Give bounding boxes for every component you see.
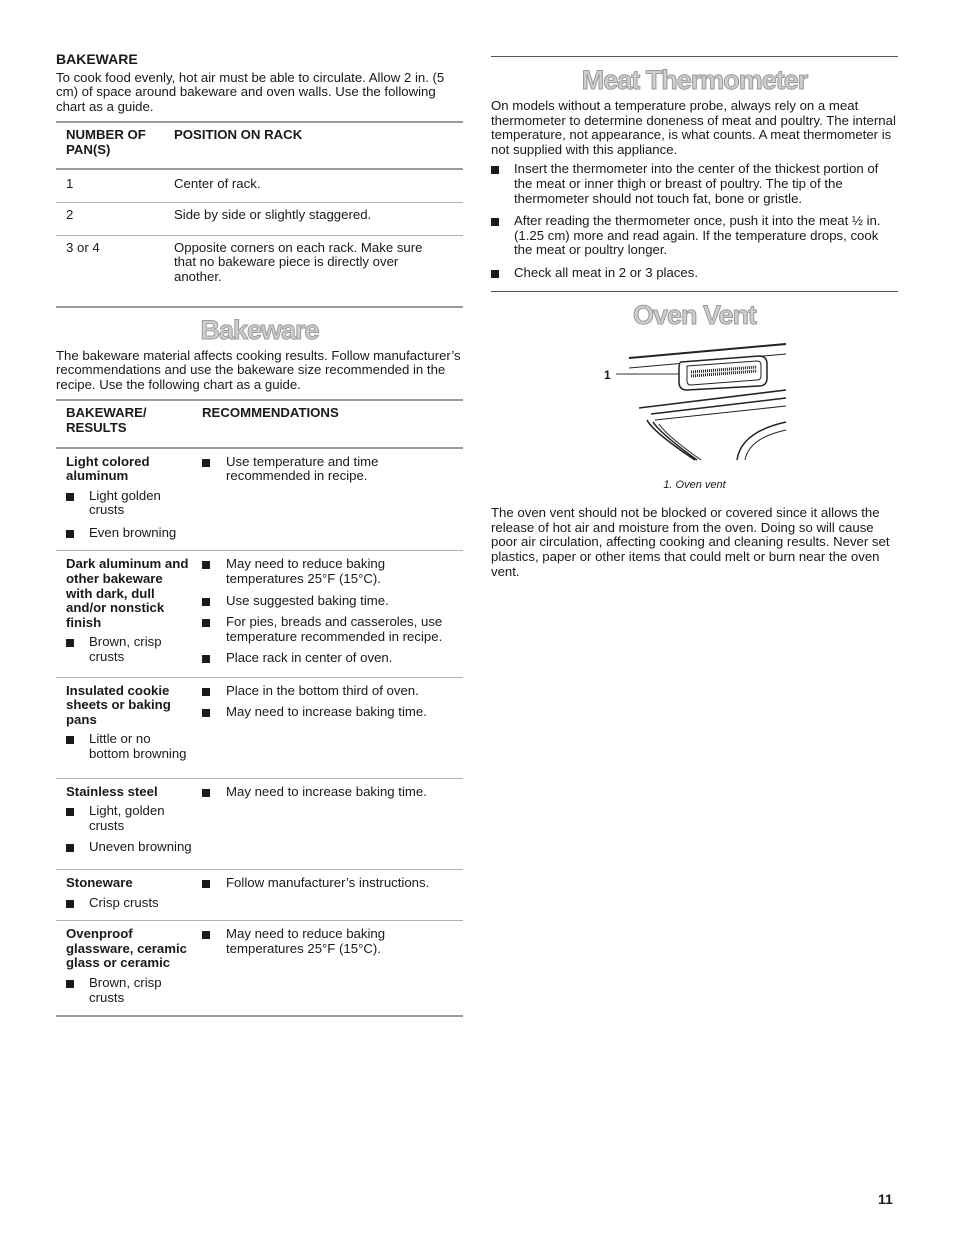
table-row	[56, 203, 463, 236]
list-item	[491, 214, 898, 258]
bakeware-material: Insulated cookie sheets or baking pans	[66, 682, 171, 727]
list-item	[202, 557, 463, 586]
list-item	[202, 455, 463, 484]
list-item	[66, 489, 192, 518]
pan-table-header-count: NUMBER OF PAN(S)	[66, 127, 146, 157]
thermometer-tip: Check all meat in 2 or 3 places.	[514, 264, 698, 280]
bullet-square-icon	[66, 844, 74, 852]
table-row	[56, 551, 463, 677]
left-column	[56, 52, 463, 1017]
list-item	[66, 804, 192, 833]
bakeware-recommendation: For pies, breads and casseroles, use temperature recommended in recipe.	[226, 614, 443, 644]
thermometer-tip: Insert the thermometer into the center of the thickest portion of the meat or inner thigh or breast of poultry. The tip of the thermometer should not touch fat, bone or gristle.	[514, 161, 879, 206]
bullet-square-icon	[202, 880, 210, 888]
bullet-square-icon	[66, 980, 74, 988]
table-row	[56, 870, 463, 921]
bakeware-result: Uneven browning	[89, 839, 192, 855]
table-row	[56, 236, 463, 306]
thermometer-tip: After reading the thermometer once, push it into the meat ½ in. (1.25 cm) more and read again. If the temperature drops, cook the meat or poultry longer.	[514, 213, 881, 258]
table-row	[56, 678, 463, 779]
bakeware-material: Stainless steel	[66, 783, 158, 799]
right-column	[491, 56, 898, 579]
list-item	[66, 526, 192, 541]
section-divider	[491, 291, 898, 292]
bullet-square-icon	[66, 493, 74, 501]
list-item	[202, 651, 463, 666]
bakeware-recommendation: Place rack in center of oven.	[226, 650, 393, 666]
bullet-square-icon	[202, 688, 210, 696]
list-item	[66, 635, 192, 664]
bakeware-space-heading: BAKEWARE	[56, 51, 138, 67]
pan-position: Opposite corners on each rack. Make sure that no bakeware piece is directly over another.	[174, 239, 423, 284]
bullet-square-icon	[202, 561, 210, 569]
pan-position: Side by side or slightly staggered.	[174, 207, 372, 223]
list-item	[202, 705, 463, 720]
pan-position: Center of rack.	[174, 175, 261, 191]
bullet-square-icon	[202, 789, 210, 797]
list-item	[66, 840, 192, 855]
bakeware-table-header-recommendations: RECOMMENDATIONS	[202, 405, 339, 421]
bakeware-intro: The bakeware material affects cooking results. Follow manufacturer’s recommendations and use the bakeware size recommended in the recipe. Use the following chart as a guide.	[56, 347, 461, 392]
list-item	[202, 785, 463, 800]
list-item	[491, 266, 898, 281]
bakeware-material: Light colored aluminum	[66, 453, 150, 484]
bullet-square-icon	[491, 270, 499, 278]
bakeware-table-header-material: BAKEWARE/ RESULTS	[66, 405, 147, 435]
pan-count: 3 or 4	[66, 239, 100, 255]
pan-table-header	[56, 123, 463, 169]
list-item	[66, 896, 192, 911]
meat-thermometer-title: Meat Thermometer	[581, 65, 808, 95]
oven-vent-body: The oven vent should not be blocked or covered since it allows the release of hot air and moisture from the oven. Doing so will cause poor air circulation, affecting cooking and cleaning results. Never set plastics, paper or other items that could melt or burn near the oven vent.	[491, 505, 890, 579]
callout-number: 1	[604, 367, 611, 382]
bullet-square-icon	[66, 639, 74, 647]
table-row	[56, 779, 463, 870]
bullet-square-icon	[202, 931, 210, 939]
table-row	[56, 170, 463, 204]
bakeware-material: Ovenproof glassware, ceramic glass or ceramic	[66, 926, 187, 971]
bakeware-result: Crisp crusts	[89, 894, 159, 910]
bullet-square-icon	[202, 655, 210, 663]
bullet-square-icon	[66, 736, 74, 744]
bakeware-table	[56, 399, 463, 1017]
oven-vent-caption: 1. Oven vent	[663, 478, 726, 491]
oven-vent-diagram	[491, 342, 898, 482]
bakeware-recommendation: Follow manufacturer’s instructions.	[226, 874, 430, 890]
list-item	[66, 732, 192, 761]
pan-count: 2	[66, 207, 74, 223]
bakeware-recommendation: May need to reduce baking temperatures 25°F (15°C).	[226, 926, 386, 956]
bakeware-result: Brown, crisp crusts	[89, 974, 162, 1005]
oven-vent-illustration	[491, 342, 898, 482]
bakeware-recommendation: Place in the bottom third of oven.	[226, 682, 419, 698]
list-item	[491, 162, 898, 206]
list-item	[202, 594, 463, 609]
list-item	[202, 876, 463, 891]
section-divider	[491, 56, 898, 57]
bullet-square-icon	[491, 218, 499, 226]
bakeware-recommendation: May need to increase baking time.	[226, 783, 427, 799]
table-row	[56, 449, 463, 552]
bakeware-result: Light, golden crusts	[89, 803, 165, 833]
bakeware-result: Light golden crusts	[89, 487, 161, 518]
pan-table-header-position: POSITION ON RACK	[174, 127, 303, 143]
page-number: 11	[878, 1191, 893, 1207]
list-item	[66, 976, 192, 1005]
bullet-square-icon	[491, 166, 499, 174]
bakeware-space-intro: To cook food evenly, hot air must be able to circulate. Allow 2 in. (5 cm) of space around bakeware and oven walls. Use the following chart as a guide.	[56, 69, 445, 114]
list-item	[202, 927, 463, 956]
bakeware-recommendation: May need to reduce baking temperatures 25°F (15°C).	[226, 556, 386, 587]
bakeware-title: Bakeware	[200, 314, 319, 345]
bakeware-recommendation: Use suggested baking time.	[226, 592, 389, 608]
bullet-square-icon	[66, 808, 74, 816]
bullet-square-icon	[202, 709, 210, 717]
pan-position-table	[56, 121, 463, 307]
meat-thermometer-intro: On models without a temperature probe, always rely on a meat thermometer to determine doneness of meat and poultry. The internal temperature, not appearance, is what counts. A meat thermometer is not supplied with this appliance.	[491, 98, 896, 157]
bakeware-recommendation: Use temperature and time recommended in recipe.	[226, 453, 379, 484]
bakeware-result: Little or no bottom browning	[89, 731, 187, 761]
pan-count: 1	[66, 175, 74, 191]
bullet-square-icon	[202, 619, 210, 627]
list-item	[202, 615, 463, 644]
bakeware-table-header	[56, 401, 463, 448]
bullet-square-icon	[66, 530, 74, 538]
bullet-square-icon	[202, 459, 210, 467]
bullet-square-icon	[66, 900, 74, 908]
oven-vent-title: Oven Vent	[632, 299, 757, 330]
bakeware-recommendation: May need to increase baking time.	[226, 704, 427, 720]
table-row	[56, 921, 463, 1015]
bakeware-material: Stoneware	[66, 874, 133, 890]
bakeware-result: Brown, crisp crusts	[89, 634, 162, 665]
bakeware-material: Dark aluminum and other bakeware with dark, dull and/or nonstick finish	[66, 556, 189, 630]
list-item	[202, 684, 463, 699]
bakeware-result: Even browning	[89, 524, 177, 540]
bullet-square-icon	[202, 598, 210, 606]
